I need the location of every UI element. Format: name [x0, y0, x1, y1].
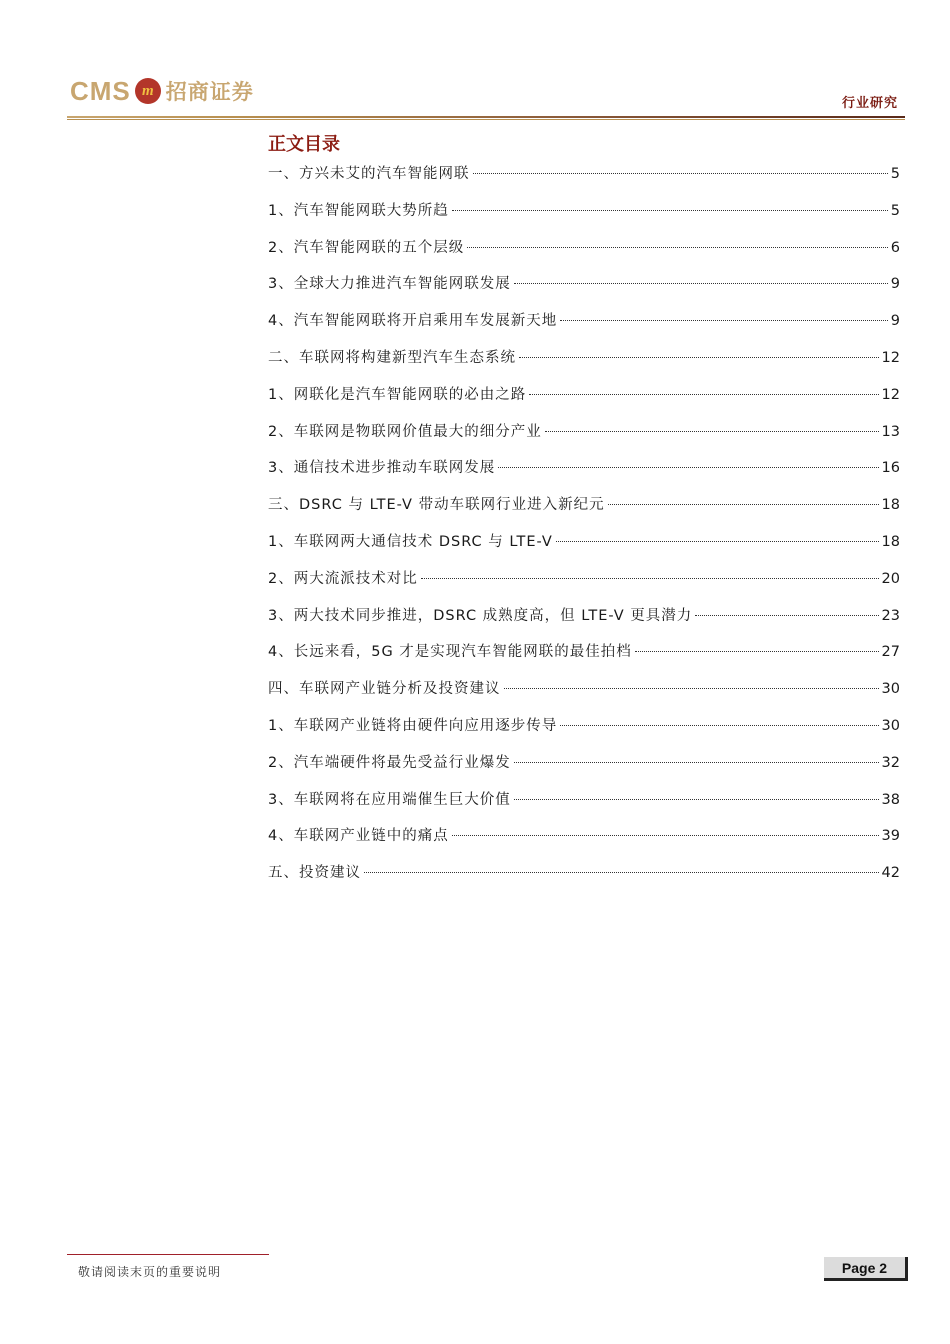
toc-entry-text: 三、DSRC 与 LTE-V 带动车联网行业进入新纪元: [268, 497, 605, 513]
toc-entry[interactable]: [268, 420, 900, 444]
leader-dots: [514, 798, 879, 800]
toc-entry-page: 30: [881, 681, 900, 697]
header-divider-thin: [67, 119, 905, 120]
leader-dots: [560, 724, 878, 726]
leader-dots: [560, 319, 888, 321]
toc-entry-text: 3、全球大力推进汽车智能网联发展: [268, 276, 511, 292]
toc-entry[interactable]: [268, 604, 900, 628]
toc-entry-text: 1、网联化是汽车智能网联的必由之路: [268, 387, 527, 403]
logo-chinese: 招商证券: [165, 80, 254, 104]
toc-entry-page: 39: [881, 828, 900, 844]
leader-dots: [473, 172, 888, 174]
toc-entry-page: 5: [890, 203, 900, 219]
logo-latin: CMS: [70, 75, 131, 106]
logo-emblem-icon: m: [135, 78, 161, 104]
toc-entry-text: 3、两大技术同步推进，DSRC 成熟度高，但 LTE-V 更具潜力: [268, 608, 693, 624]
toc-entry[interactable]: [268, 456, 900, 480]
toc-entry-text: 4、长远来看，5G 才是实现汽车智能网联的最佳拍档: [268, 644, 632, 660]
toc-entry[interactable]: [268, 530, 900, 554]
leader-dots: [608, 503, 879, 505]
toc-entry[interactable]: [268, 861, 900, 885]
toc-entry[interactable]: [268, 567, 900, 591]
toc-entry[interactable]: [268, 788, 900, 812]
footer-disclaimer-note: 敬请阅读末页的重要说明: [78, 1265, 222, 1279]
leader-dots: [635, 650, 879, 652]
toc-entry-page: 38: [881, 792, 900, 808]
toc-entry-text: 2、汽车智能网联的五个层级: [268, 240, 465, 256]
toc-entry[interactable]: [268, 162, 900, 186]
toc-entry[interactable]: [268, 493, 900, 517]
toc-entry-text: 二、车联网将构建新型汽车生态系统: [268, 350, 516, 366]
toc-entry-page: 30: [881, 718, 900, 734]
toc-entry-text: 1、汽车智能网联大势所趋: [268, 203, 449, 219]
toc-entry-text: 1、车联网两大通信技术 DSRC 与 LTE-V: [268, 534, 553, 550]
leader-dots: [556, 540, 879, 542]
toc-entry-text: 五、投资建议: [268, 865, 361, 881]
toc-entry-text: 2、两大流派技术对比: [268, 571, 418, 587]
leader-dots: [519, 356, 879, 358]
toc-entry[interactable]: [268, 714, 900, 738]
toc-entry[interactable]: [268, 309, 900, 333]
leader-dots: [498, 466, 878, 468]
leader-dots: [452, 209, 888, 211]
page-number-box: Page 2: [824, 1257, 908, 1281]
toc-entry-text: 4、汽车智能网联将开启乘用车发展新天地: [268, 313, 558, 329]
toc-entry-page: 9: [890, 313, 900, 329]
toc-entry-page: 20: [881, 571, 900, 587]
leader-dots: [467, 246, 888, 248]
toc-entry-page: 6: [890, 240, 900, 256]
toc-entry-text: 1、车联网产业链将由硬件向应用逐步传导: [268, 718, 558, 734]
toc-entry[interactable]: [268, 751, 900, 775]
leader-dots: [695, 614, 878, 616]
toc-entry[interactable]: [268, 236, 900, 260]
toc-entry-page: 9: [890, 276, 900, 292]
cms-logo: [70, 76, 254, 106]
section-label: 行业研究: [841, 96, 898, 111]
leader-dots: [452, 834, 879, 836]
toc-entry-page: 16: [881, 460, 900, 476]
toc-entry[interactable]: [268, 677, 900, 701]
toc-entry-page: 42: [881, 865, 900, 881]
toc-entry-text: 3、车联网将在应用端催生巨大价值: [268, 792, 511, 808]
toc-title: 正文目录: [268, 134, 340, 155]
page-header: [0, 0, 950, 125]
toc-entry[interactable]: [268, 640, 900, 664]
toc-entry[interactable]: [268, 383, 900, 407]
toc-entry-page: 23: [881, 608, 900, 624]
toc-entry-text: 2、汽车端硬件将最先受益行业爆发: [268, 755, 511, 771]
toc-entry-page: 27: [881, 644, 900, 660]
leader-dots: [545, 430, 879, 432]
leader-dots: [421, 577, 879, 579]
toc-entry-text: 3、通信技术进步推动车联网发展: [268, 460, 496, 476]
toc-entry-page: 12: [881, 350, 900, 366]
toc-entry[interactable]: [268, 272, 900, 296]
toc-entry[interactable]: [268, 346, 900, 370]
toc-entry[interactable]: [268, 824, 900, 848]
toc-entry-text: 四、车联网产业链分析及投资建议: [268, 681, 501, 697]
toc-entry-text: 4、车联网产业链中的痛点: [268, 828, 449, 844]
toc-entry-page: 12: [881, 387, 900, 403]
toc-entry-page: 18: [881, 534, 900, 550]
toc-entry-text: 2、车联网是物联网价值最大的细分产业: [268, 424, 542, 440]
toc-entry-page: 13: [881, 424, 900, 440]
toc-entry-text: 一、方兴未艾的汽车智能网联: [268, 166, 470, 182]
toc-entry-page: 18: [881, 497, 900, 513]
leader-dots: [364, 871, 879, 873]
toc-entry[interactable]: [268, 199, 900, 223]
footer-divider: [67, 1254, 269, 1255]
header-divider: [67, 116, 905, 118]
leader-dots: [514, 761, 879, 763]
leader-dots: [504, 687, 879, 689]
toc-entry-page: 5: [890, 166, 900, 182]
leader-dots: [529, 393, 878, 395]
leader-dots: [514, 282, 888, 284]
toc-entry-page: 32: [881, 755, 900, 771]
